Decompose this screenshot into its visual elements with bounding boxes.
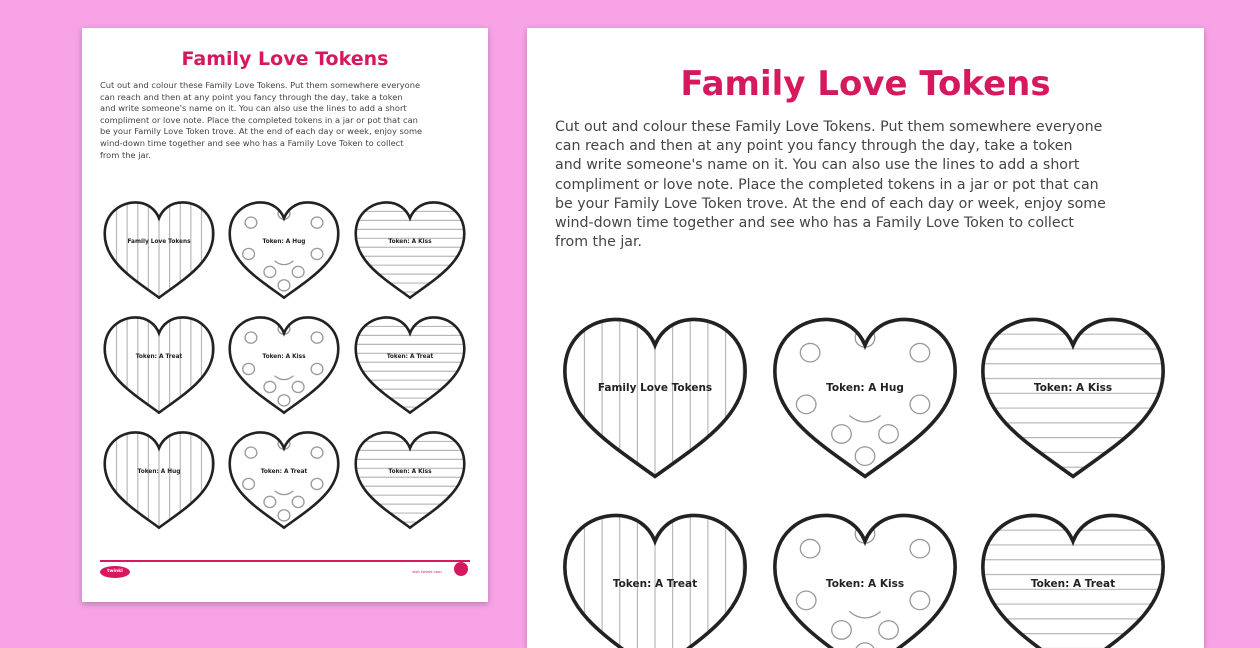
love-token-heart [557,312,753,482]
worksheet-intro [100,80,472,161]
intro-line: and write someone's name on it. You can also use the lines to add a short [100,103,407,114]
intro-line: compliment or love note. Place the completed tokens in a jar or pot that can [555,176,1099,193]
love-token-heart [100,428,218,531]
token-label: Token: A Kiss [388,239,432,246]
heart-shape [225,198,343,301]
heart-shape [557,312,753,482]
intro-line: from the jar. [100,149,151,160]
love-token-heart [225,428,343,531]
intro-line: wind-down time together and see who has a Family Love Token to collect [555,215,1074,232]
token-label: Token: A Treat [612,577,698,590]
love-token-heart [767,508,963,648]
heart-shape [351,428,469,531]
heart-shape [351,313,469,416]
love-token-heart [351,198,469,301]
footer-divider [100,560,470,562]
heart-shape [225,313,343,416]
worksheet-intro [555,118,1177,252]
token-label: Family Love Tokens [597,381,713,394]
heart-shape [975,312,1171,482]
worksheet-preview-large [527,28,1204,648]
footer-link[interactable]: visit twinkl.com [412,569,442,574]
intro-line: and write someone's name on it. You can also use the lines to add a short [555,157,1080,174]
love-token-heart [557,508,753,648]
token-label: Token: A Kiss [388,469,432,476]
love-token-heart [225,198,343,301]
heart-shape [100,428,218,531]
intro-line: be your Family Love Token trove. At the end of each day or week, enjoy some [100,126,423,137]
intro-line: can reach and then at any point you fancy through the day, take a token [100,91,403,102]
love-token-heart [351,313,469,416]
token-label: Token: A Treat [135,354,183,361]
love-token-heart [351,428,469,531]
heart-shape [351,198,469,301]
heart-shape [767,312,963,482]
love-token-heart [100,313,218,416]
token-label: Family Love Tokens [127,239,191,246]
intro-line: Cut out and colour these Family Love Tokens. Put them somewhere everyone [555,119,1103,135]
love-token-heart [975,312,1171,482]
worksheet-title: Family Love Tokens [181,48,389,70]
love-token-heart [767,312,963,482]
token-label: Token: A Hug [262,239,306,246]
heart-shape [100,198,218,301]
worksheet-title: Family Love Tokens [680,64,1051,104]
token-label: Token: A Kiss [262,354,306,361]
intro-line: can reach and then at any point you fancy through the day, take a token [555,138,1073,155]
token-label: Token: A Kiss [825,577,905,590]
token-label: Token: A Treat [1030,577,1116,590]
token-label: Token: A Kiss [1033,381,1113,394]
token-label: Token: A Hug [826,381,904,394]
intro-line: from the jar. [555,234,642,251]
worksheet-preview-small [82,28,488,602]
token-label: Token: A Hug [137,469,181,476]
heart-shape [100,313,218,416]
intro-line: be your Family Love Token trove. At the end of each day or week, enjoy some [555,195,1106,212]
token-label: Token: A Treat [260,469,308,476]
footer-badge-icon [454,562,468,576]
love-token-heart [975,508,1171,648]
token-label: Token: A Treat [386,354,434,361]
love-token-heart [225,313,343,416]
intro-line: Cut out and colour these Family Love Tokens. Put them somewhere everyone [100,80,421,90]
twinkl-logo: twinkl [100,566,130,578]
intro-line: compliment or love note. Place the completed tokens in a jar or pot that can [100,114,418,125]
heart-shape [225,428,343,531]
intro-line: wind-down time together and see who has a Family Love Token to collect [100,137,404,148]
love-token-heart [100,198,218,301]
